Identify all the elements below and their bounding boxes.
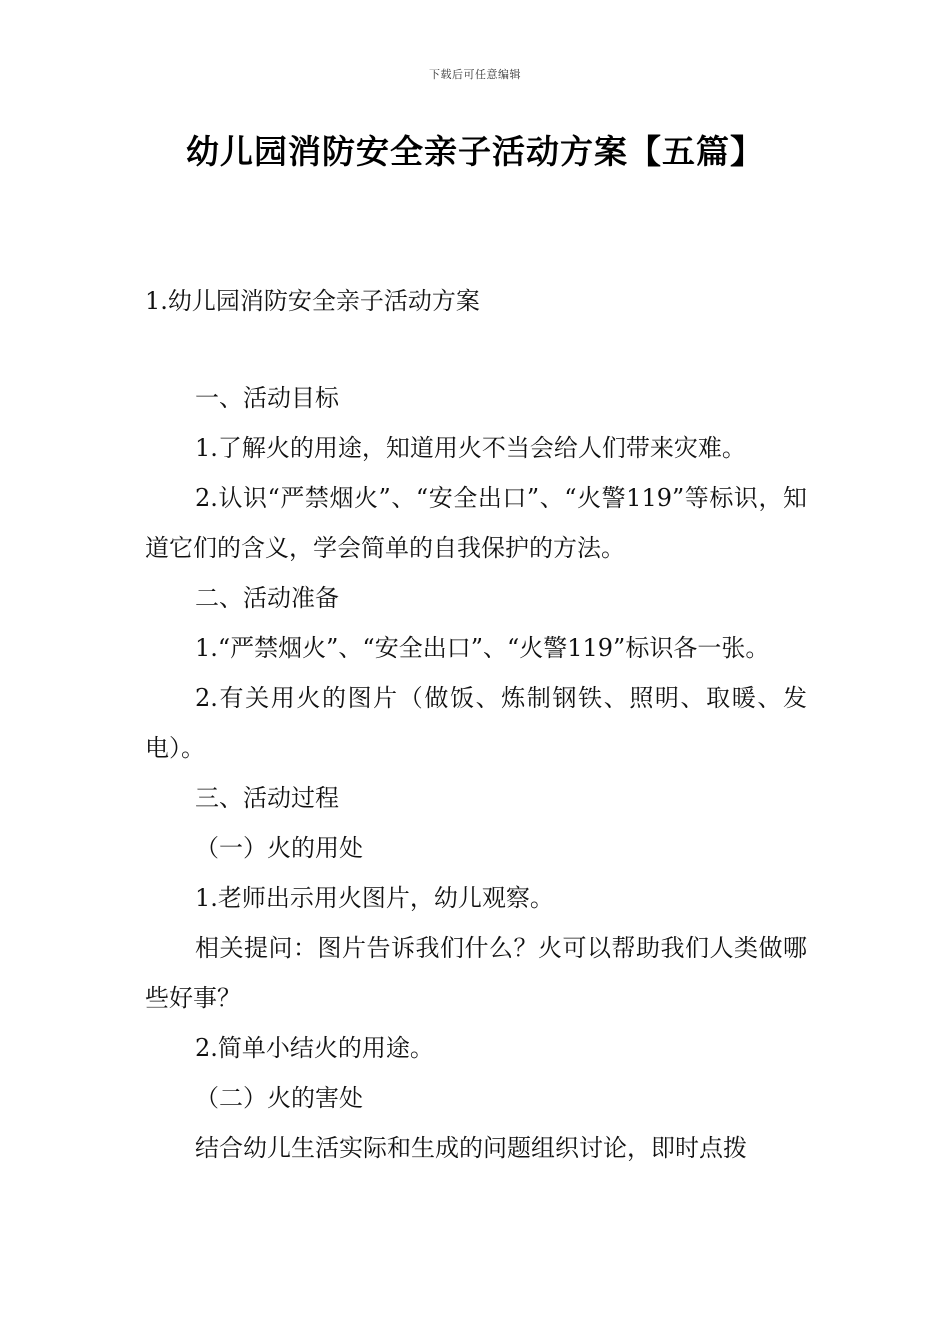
goal-item-2: 2.认识“严禁烟火”、“安全出口”、“火警119”等标识，知道它们的含义，学会简单的自我保护的方法。: [145, 484, 807, 562]
process-item-1: 1.老师出示用火图片，幼儿观察。: [195, 884, 554, 912]
preparation-item-1: 1.“严禁烟火”、“安全出口”、“火警119”标识各一张。: [195, 634, 770, 662]
document-title: 幼儿园消防安全亲子活动方案【五篇】: [186, 132, 764, 171]
heading-activity-process: 三、活动过程: [195, 784, 339, 812]
preparation-item-2: 2.有关用火的图片（做饭、炼制钢铁、照明、取暖、发电）。: [145, 684, 807, 762]
header-note: 下载后可任意编辑: [429, 68, 521, 81]
process-item-2: 2.简单小结火的用途。: [195, 1034, 434, 1062]
discussion-paragraph: 结合幼儿生活实际和生成的问题组织讨论，即时点拨: [195, 1134, 747, 1162]
heading-activity-goals: 一、活动目标: [195, 384, 339, 412]
subheading-fire-uses: （一）火的用处: [195, 834, 363, 862]
document-body: [145, 373, 807, 1173]
goal-item-1: 1.了解火的用途，知道用火不当会给人们带来灾难。: [195, 434, 746, 462]
subheading-fire-harms: （二）火的害处: [195, 1084, 363, 1112]
process-question: 相关提问：图片告诉我们什么？火可以帮助我们人类做哪些好事？: [145, 934, 807, 1012]
section-title: 1.幼儿园消防安全亲子活动方案: [145, 287, 480, 315]
heading-activity-preparation: 二、活动准备: [195, 584, 339, 612]
